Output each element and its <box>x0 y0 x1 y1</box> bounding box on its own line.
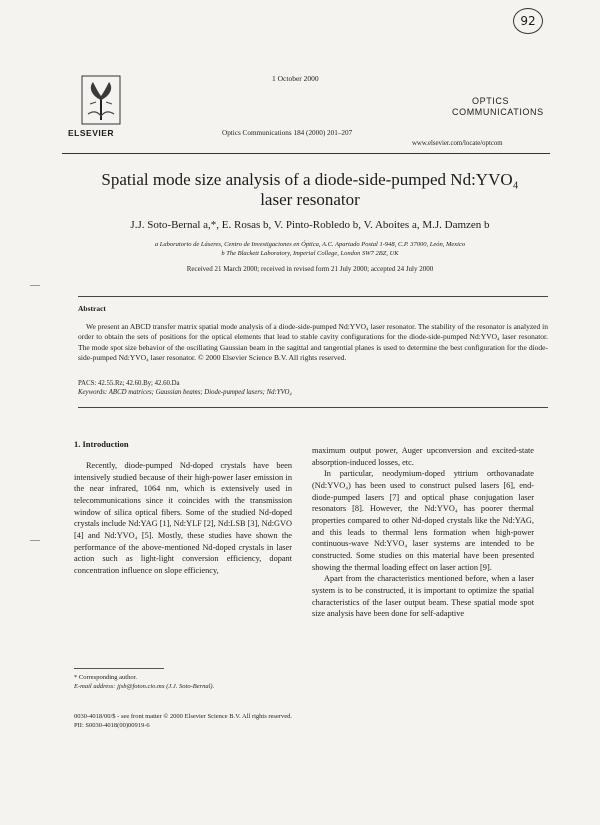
abstract-top-rule <box>78 296 548 297</box>
left-column <box>74 460 292 577</box>
article-title <box>50 170 570 210</box>
journal-url: www.elsevier.com/locate/optcom <box>412 140 503 147</box>
header-divider <box>62 153 550 154</box>
right-column <box>312 445 534 620</box>
journal-citation: Optics Communications 184 (2000) 201–207 <box>222 129 353 137</box>
intro-paragraph-3: Apart from the characteristics mentioned before, when a laser system is to be constructed, it is important to optimize the spatial characteristics of the laser output beam. These spatial mode spot size analysis have been done for self-adaptive <box>312 574 534 619</box>
affiliations <box>70 240 550 258</box>
keywords-line: Keywords: ABCD matrices; Gaussian beams; Diode-pumped lasers; Nd:YVO₄ <box>78 389 292 396</box>
received-dates: Received 21 March 2000; received in revised form 21 July 2000; accepted 24 July 2000 <box>186 265 434 273</box>
pacs-codes: PACS: 42.55.Rz; 42.60.By; 42.60.Da <box>78 380 180 387</box>
footnote <box>74 673 304 691</box>
affiliation-b: b The Blackett Laboratory, Imperial College, London SW7 2BZ, UK <box>221 250 399 257</box>
issue-date: 1 October 2000 <box>272 74 319 83</box>
scan-mark <box>30 285 40 286</box>
journal-brand <box>452 96 544 118</box>
elsevier-logo <box>78 74 124 128</box>
author-list: J.J. Soto-Bernal a,*, E. Rosas b, V. Pinto-Robledo b, V. Aboites a, M.J. Damzen b <box>130 219 490 231</box>
email-address: E-mail address: jjsb@foton.cio.mx (J.J. Soto-Bernal). <box>74 683 215 690</box>
footnote-divider <box>74 668 164 669</box>
affiliation-a: a Laboratorio de Láseres, Centro de Investigaciones en Óptica, A.C. Apartado Postal 1-948, C.P. 37000, León, Mexico <box>154 241 466 248</box>
intro-paragraph-1: Recently, diode-pumped Nd-doped crystals have been intensively studied because of their high-power laser emission in the near infrared, 1064 nm, which is extensively used in telecommunications since it coincides with the transmission window of silica optical fibers. Some of the studied Nd-doped crystals include Nd:YAG [1], Nd:YLF [2], Nd:LSB [3], Nd:GVO [4] and Nd:YVO₄ [5]. Mostly, these studies have shown the performance of the above-mentioned Nd-doped crystals in laser action such as light-light conversion efficiency, dopant concentration influence on slope efficiency, <box>74 461 292 575</box>
journal-brand-line1: OPTICS <box>472 96 510 106</box>
scan-mark <box>30 540 40 541</box>
intro-paragraph-continuation: maximum output power, Auger upconversion and excited-state absorption-induced losses, etc. <box>312 446 534 467</box>
publisher-name: ELSEVIER <box>68 128 115 138</box>
issn-line: 0030-4018/00/$ - see front matter © 2000 Elsevier Science B.V. All rights reserved. <box>74 713 293 720</box>
page-number-badge: 92 <box>513 8 543 34</box>
title-line-1: Spatial mode size analysis of a diode-side-pumped Nd:YVO₄ <box>101 170 519 189</box>
journal-brand-line2: COMMUNICATIONS <box>452 107 544 117</box>
pii-line: PII: S0030-4018(00)00919-6 <box>74 722 150 729</box>
title-line-2: laser resonator <box>260 190 360 209</box>
abstract-heading: Abstract <box>78 304 106 313</box>
elsevier-tree-icon <box>78 74 124 128</box>
abstract-bottom-rule <box>78 407 548 408</box>
intro-paragraph-2: In particular, neodymium-doped yttrium orthovanadate (Nd:YVO₄) has been used to construct pulsed lasers [6], end-diode-pumped lasers [7] and optical phase conjugation laser resonators [8]. However, the Nd:YVO₄ has poorer thermal properties compared to other Nd-doped crystals like the Nd:YAG, and this leads to thermal lens formation when high-power continuous-wave Nd:YVO₄ laser systems are intended to be constructed. Some studies on this material have been presented showing the thermal loading effect on laser action [9]. <box>312 469 534 572</box>
corresponding-author-note: * Corresponding author. <box>74 674 138 681</box>
introduction-heading: 1. Introduction <box>74 439 129 449</box>
copyright-issn <box>74 712 404 730</box>
keywords-block <box>78 379 548 397</box>
abstract-body: We present an ABCD transfer matrix spatial mode analysis of a diode-side-pumped Nd:YVO₄ laser resonator. The stability of the resonator is analyzed in order to obtain the sets of positions for the optical elements that lead to stable cavity configurations for the diode-side-pumped Nd:YVO₄ laser resonator. The mode spot size behavior of the oscillating Gaussian beam in the sagittal and tangential planes is used to determine the best configuration for the diode-side-pumped Nd:YVO₄ laser resonator. © 2000 Elsevier Science B.V. All rights reserved. <box>78 322 548 362</box>
